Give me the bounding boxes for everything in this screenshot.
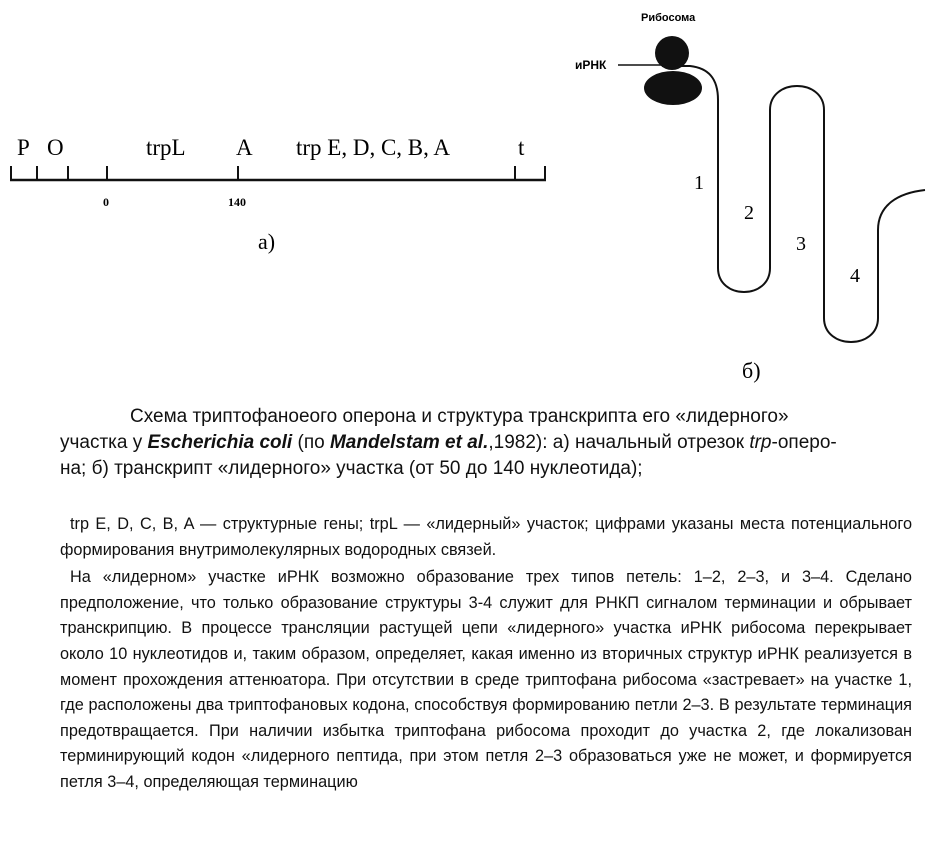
figure-diagram: [0, 0, 948, 400]
operon-map: [10, 135, 546, 254]
figure-caption: [60, 404, 912, 482]
ribosome-icon: [644, 36, 702, 105]
attenuator-label: A: [236, 135, 253, 160]
promoter-label: P: [17, 135, 30, 160]
notes-paragraph-1: trp E, D, C, B, A — структурные гены; trpL — «лидерный» участок; цифрами указаны места потенциального формирования внутримолекулярных водородных связей.: [60, 515, 912, 559]
caption-text-2b: (по: [292, 432, 330, 453]
caption-text-1: Схема триптофаноеого оперона и структура транскрипта его «лидерного»: [130, 406, 789, 427]
caption-line-1: [60, 404, 912, 430]
organism-name: Escherichia coli: [147, 432, 293, 453]
mrna-label: иРНК: [575, 58, 607, 72]
authors-citation: Mandelstam et al.: [329, 432, 489, 453]
tick-label-0: 0: [103, 195, 109, 209]
loop-label-2: 2: [744, 202, 754, 224]
tick-label-140: 140: [228, 195, 246, 209]
caption-line-2: [60, 430, 912, 456]
caption-text-2c: ,1982): а) начальный отрезок: [488, 432, 750, 453]
loop-label-4: 4: [850, 265, 860, 287]
caption-text-2a: участка у: [60, 432, 148, 453]
trpL-label: trpL: [146, 135, 186, 160]
notes-paragraph-2: На «лидерном» участке иРНК возможно образование трех типов петель: 1–2, 2–3, и 3–4. Сделано предположение, что только образование структуры 3-4 служит для РНКП сигналом терминации и обрывает транскрипцию. В процессе трансляции растущей цепи «лидерного» участка иРНК рибосома перекрывает около 10 нуклеотидов и, таким образом, определяет, какая именно из вторичных структур иРНК реализуется в момент прохождения аттенюатора. При отсутствии в среде триптофана рибосома «застревает» на участке 1, где расположены два триптофановых кодона, способствуя формированию петли 2–3. В результате терминация предотвращается. При наличии избытка триптофана рибосома проходит до участка 2, где локализован терминирующий кодон «лидерного пептида, при этом петля 2–3 образоваться уже не может, и формируется петля 3–4, определяющая терминацию: [60, 568, 912, 791]
transcript-diagram: [575, 12, 925, 383]
explanatory-notes: [60, 512, 912, 796]
operator-label: O: [47, 135, 64, 160]
mrna-strand: [662, 66, 925, 342]
ribosome-label: Рибосома: [641, 12, 696, 24]
loop-label-3: 3: [796, 233, 806, 255]
panel-a-label: а): [258, 229, 276, 254]
caption-line-3: на; б) транскрипт «лидерного» участка (от 50 до 140 нуклеотида);: [60, 458, 643, 479]
trp-italic: trp: [749, 432, 772, 453]
terminator-label: t: [518, 135, 525, 160]
structural-genes-label: trp E, D, C, B, A: [296, 135, 450, 160]
loop-label-1: 1: [694, 172, 704, 194]
panel-b-label: б): [742, 358, 761, 383]
caption-text-2d: -опеpо-: [771, 432, 837, 453]
